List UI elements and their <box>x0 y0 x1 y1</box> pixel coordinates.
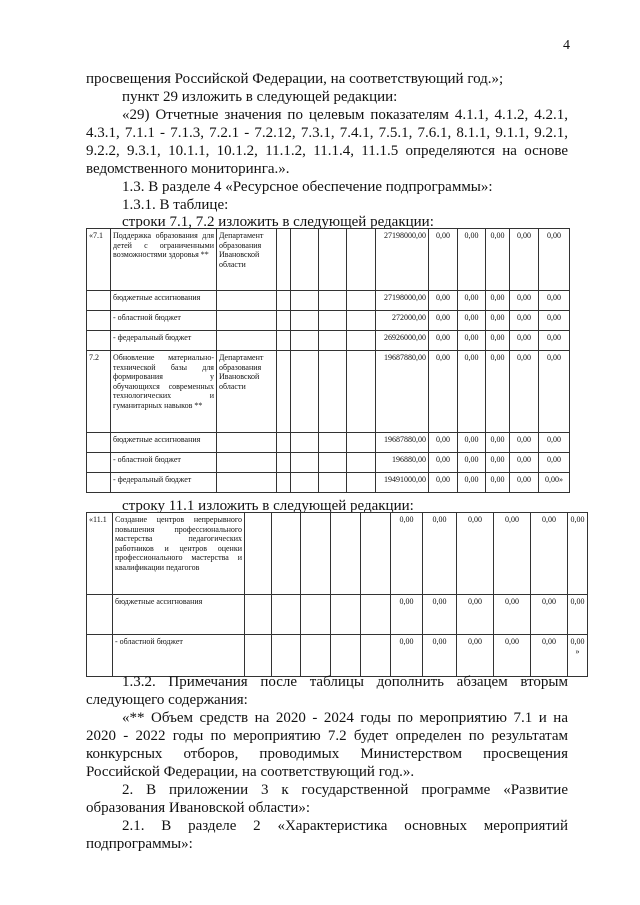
value-cell: 0,00 <box>429 433 458 453</box>
total-value: 19687880,00 <box>376 351 429 433</box>
value-cell: 0,00» <box>539 473 570 493</box>
value-cell: 0,00 <box>429 473 458 493</box>
value-cell: 0,00 <box>510 473 539 493</box>
table-row <box>87 595 588 635</box>
value-cell: 0,00 <box>457 595 494 635</box>
value-cell: 0,00 <box>510 229 539 291</box>
value-cell: 0,00 <box>539 331 570 351</box>
table-row <box>87 473 570 493</box>
value-cell: 0,00 <box>458 473 486 493</box>
paragraph-rows-intro: строки 7.1, 7.2 изложить в следующей редакции: <box>122 214 434 230</box>
value-cell: 0,00 <box>494 513 531 595</box>
value-cell: 0,00 <box>429 331 458 351</box>
value-cell <box>568 635 588 677</box>
paragraph-row-11-intro: строку 11.1 изложить в следующей редакции: <box>122 498 414 514</box>
zero-value: 0,00 <box>570 637 585 646</box>
value-cell: 0,00 <box>486 351 510 433</box>
value-cell: 0,00 <box>568 513 588 595</box>
value-cell: 0,00 <box>429 229 458 291</box>
total-value: 27198000,00 <box>376 229 429 291</box>
value-cell: 0,00 <box>458 331 486 351</box>
value-cell: 0,00 <box>429 453 458 473</box>
value-cell: 0,00 <box>531 513 568 595</box>
table-row <box>87 453 570 473</box>
funding-label: - областной бюджет <box>113 635 245 677</box>
value-cell: 0,00 <box>391 513 423 595</box>
paragraph-section-2-1: 2.1. В разделе 2 «Характеристика основных мероприятий подпрограммы»: <box>86 818 568 852</box>
funding-label: бюджетные ассигнования <box>111 291 217 311</box>
value-cell: 0,00 <box>458 311 486 331</box>
row-number: «11.1 <box>87 513 113 595</box>
value-cell: 0,00 <box>510 453 539 473</box>
funding-label: - областной бюджет <box>111 453 217 473</box>
value-cell: 0,00 <box>458 433 486 453</box>
total-value: 19491000,00 <box>376 473 429 493</box>
value-cell: 0,00 <box>539 291 570 311</box>
value-cell: 0,00 <box>494 595 531 635</box>
row-number: «7.1 <box>87 229 111 291</box>
total-value: 27198000,00 <box>376 291 429 311</box>
value-cell: 0,00 <box>486 311 510 331</box>
value-cell: 0,00 <box>429 291 458 311</box>
funding-label: бюджетные ассигнования <box>113 595 245 635</box>
value-cell: 0,00 <box>494 635 531 677</box>
value-cell: 0,00 <box>539 351 570 433</box>
table-row <box>87 291 570 311</box>
paragraph-section-1-3-1: 1.3.1. В таблице: <box>122 197 229 213</box>
value-cell: 0,00 <box>539 453 570 473</box>
table-row <box>87 433 570 453</box>
paragraph-section-2: 2. В приложении 3 к государственной программе «Развитие образования Ивановской области»: <box>86 782 568 816</box>
value-cell: 0,00 <box>457 635 494 677</box>
value-cell: 0,00 <box>510 311 539 331</box>
value-cell: 0,00 <box>391 595 423 635</box>
value-cell: 0,00 <box>486 291 510 311</box>
page-number: 4 <box>563 38 570 53</box>
funding-label: - федеральный бюджет <box>111 331 217 351</box>
value-cell: 0,00 <box>486 331 510 351</box>
value-cell: 0,00 <box>486 229 510 291</box>
resource-table-row-11-1 <box>86 512 588 677</box>
activity-name: Обновление материально-технической базы для формирования у обучающихся современных технологических и гуманитарных навыков ** <box>111 351 217 433</box>
value-cell: 0,00 <box>457 513 494 595</box>
value-cell: 0,00 <box>429 311 458 331</box>
table-row <box>87 513 588 595</box>
value-cell: 0,00 <box>458 291 486 311</box>
paragraph-section-1-3: 1.3. В разделе 4 «Ресурсное обеспечение подпрограммы»: <box>122 179 493 195</box>
value-cell: 0,00 <box>391 635 423 677</box>
value-cell: 0,00 <box>531 635 568 677</box>
value-cell: 0,00 <box>539 433 570 453</box>
table-row <box>87 635 588 677</box>
value-cell: 0,00 <box>486 473 510 493</box>
value-cell: 0,00 <box>429 351 458 433</box>
total-value: 196880,00 <box>376 453 429 473</box>
value-cell: 0,00 <box>568 595 588 635</box>
table-row <box>87 351 570 433</box>
value-cell: 0,00 <box>510 351 539 433</box>
total-value: 272000,00 <box>376 311 429 331</box>
activity-name: Поддержка образования для детей с ограниченными возможностями здоровья ** <box>111 229 217 291</box>
row-number: 7.2 <box>87 351 111 433</box>
funding-label: - областной бюджет <box>111 311 217 331</box>
value-cell: 0,00 <box>458 453 486 473</box>
value-cell: 0,00 <box>458 229 486 291</box>
paragraph-note: «** Объем средств на 2020 - 2024 годы по мероприятию 7.1 и на 2020 - 2022 годы по мероприятию 7.2 будет определен по результатам конкурсных отборов, проводимых Министерством просвещения Российской Федерации, на соответствующий год.». <box>86 710 568 780</box>
department-name: Департамент образования Ивановской области <box>217 229 277 291</box>
value-cell: 0,00 <box>423 595 457 635</box>
value-cell: 0,00 <box>539 311 570 331</box>
value-cell: 0,00 <box>458 351 486 433</box>
funding-label: - федеральный бюджет <box>111 473 217 493</box>
value-cell: 0,00 <box>510 433 539 453</box>
value-cell: 0,00 <box>510 331 539 351</box>
value-cell: 0,00 <box>531 595 568 635</box>
funding-label: бюджетные ассигнования <box>111 433 217 453</box>
paragraph-item-29-text: «29) Отчетные значения по целевым показателям 4.1.1, 4.1.2, 4.2.1, 4.3.1, 7.1.1 - 7.1.3, 7.2.1 - 7.2.12, 7.3.1, 7.4.1, 7.5.1, 7.6.1, 8.1.1, 9.1.1, 9.2.1, 9.2.2, 9.3.1, 10.1.1, 10.1.2, 11.1.2, 11.1.4, 11.1.5 определяются на основе ведомственного мониторинга.». <box>86 107 568 177</box>
total-value: 26926000,00 <box>376 331 429 351</box>
total-value: 19687880,00 <box>376 433 429 453</box>
activity-name: Создание центров непрерывного повышения профессионального мастерства педагогических работников и центров оценки профессионального мастерства и квалификации педагогов <box>113 513 245 595</box>
paragraph-continuation: просвещения Российской Федерации, на соответствующий год.»; <box>86 71 504 87</box>
value-cell: 0,00 <box>510 291 539 311</box>
closing-quote: » <box>575 646 580 656</box>
value-cell: 0,00 <box>539 229 570 291</box>
resource-table-rows-7-1-7-2 <box>86 228 570 493</box>
value-cell: 0,00 <box>423 635 457 677</box>
table-row <box>87 311 570 331</box>
paragraph-item-29: пункт 29 изложить в следующей редакции: <box>122 89 398 105</box>
table-row <box>87 229 570 291</box>
paragraph-section-1-3-2: 1.3.2. Примечания после таблицы дополнить абзацем вторым следующего содержания: <box>86 674 568 708</box>
value-cell: 0,00 <box>423 513 457 595</box>
value-cell: 0,00 <box>486 433 510 453</box>
table-row <box>87 331 570 351</box>
value-cell: 0,00 <box>486 453 510 473</box>
department-name: Департамент образования Ивановской области <box>217 351 277 433</box>
